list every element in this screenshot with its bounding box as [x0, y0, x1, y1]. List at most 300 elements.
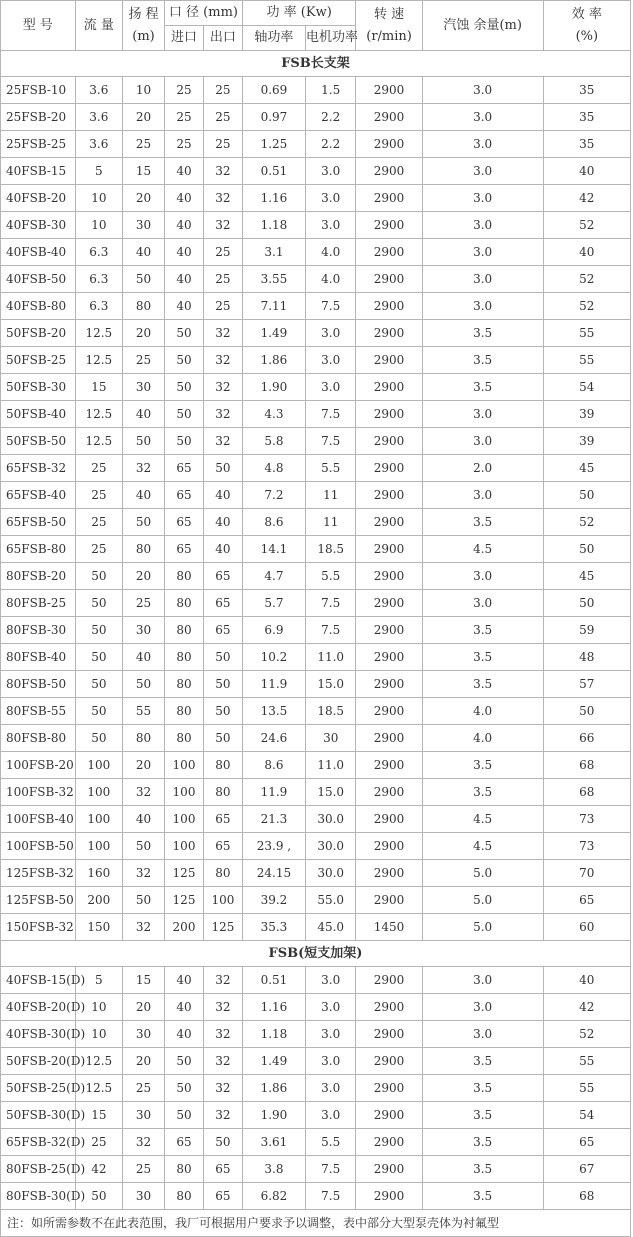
cell-model: 40FSB-40: [1, 239, 76, 266]
cell-head: 15: [122, 158, 164, 185]
cell-efficiency: 50: [543, 590, 630, 617]
cell-npsh: 4.5: [422, 536, 543, 563]
cell-outlet: 32: [203, 185, 242, 212]
cell-head: 32: [122, 1129, 164, 1156]
table-row: [1, 887, 631, 914]
cell-head: 80: [122, 725, 164, 752]
cell-speed: 2900: [356, 725, 422, 752]
cell-inlet: 50: [165, 320, 204, 347]
cell-flow: 42: [75, 1156, 122, 1183]
cell-flow: 50: [75, 1183, 122, 1210]
cell-outlet: 80: [203, 752, 242, 779]
cell-head: 50: [122, 509, 164, 536]
cell-motor-power: 2.2: [305, 104, 355, 131]
cell-flow: 10: [75, 185, 122, 212]
table-row: [1, 1021, 631, 1048]
header-head: [122, 1, 164, 51]
cell-shaft-power: 3.55: [242, 266, 305, 293]
table-row: [1, 1183, 631, 1210]
header-head-label: 扬 程: [128, 6, 159, 22]
cell-flow: 12.5: [75, 320, 122, 347]
cell-outlet: 32: [203, 347, 242, 374]
cell-speed: 2900: [356, 239, 422, 266]
cell-inlet: 40: [165, 266, 204, 293]
table-row: [1, 509, 631, 536]
cell-efficiency: 35: [543, 131, 630, 158]
cell-outlet: 65: [203, 1156, 242, 1183]
cell-inlet: 200: [165, 914, 204, 941]
cell-motor-power: 3.0: [305, 1075, 355, 1102]
cell-shaft-power: 1.18: [242, 1021, 305, 1048]
cell-flow: 25: [75, 1129, 122, 1156]
cell-efficiency: 55: [543, 1048, 630, 1075]
cell-outlet: 65: [203, 617, 242, 644]
table-row: [1, 967, 631, 994]
cell-speed: 2900: [356, 1102, 422, 1129]
cell-efficiency: 45: [543, 563, 630, 590]
cell-motor-power: 3.0: [305, 1021, 355, 1048]
cell-outlet: 50: [203, 1129, 242, 1156]
cell-flow: 50: [75, 644, 122, 671]
cell-speed: 1450: [356, 914, 422, 941]
cell-flow: 50: [75, 698, 122, 725]
cell-efficiency: 65: [543, 887, 630, 914]
table-row: [1, 455, 631, 482]
cell-flow: 50: [75, 725, 122, 752]
cell-efficiency: 59: [543, 617, 630, 644]
cell-motor-power: 11: [305, 509, 355, 536]
cell-head: 15: [122, 967, 164, 994]
cell-motor-power: 3.0: [305, 212, 355, 239]
cell-model: 80FSB-20: [1, 563, 76, 590]
cell-head: 32: [122, 779, 164, 806]
cell-model: 80FSB-55: [1, 698, 76, 725]
cell-head: 50: [122, 833, 164, 860]
short-bracket-group: [1, 941, 631, 1210]
cell-speed: 2900: [356, 752, 422, 779]
header-speed-label: 转 速: [373, 6, 405, 22]
cell-shaft-power: 21.3: [242, 806, 305, 833]
cell-efficiency: 70: [543, 860, 630, 887]
cell-npsh: 4.5: [422, 833, 543, 860]
cell-npsh: 3.0: [422, 428, 543, 455]
cell-shaft-power: 1.49: [242, 1048, 305, 1075]
cell-flow: 100: [75, 752, 122, 779]
cell-efficiency: 42: [543, 185, 630, 212]
cell-shaft-power: 1.49: [242, 320, 305, 347]
cell-inlet: 65: [165, 455, 204, 482]
cell-efficiency: 52: [543, 293, 630, 320]
cell-inlet: 40: [165, 967, 204, 994]
cell-outlet: 25: [203, 293, 242, 320]
cell-model: 50FSB-30: [1, 374, 76, 401]
cell-speed: 2900: [356, 1075, 422, 1102]
cell-outlet: 100: [203, 887, 242, 914]
cell-head: 30: [122, 1102, 164, 1129]
cell-head: 30: [122, 374, 164, 401]
cell-inlet: 100: [165, 752, 204, 779]
cell-outlet: 25: [203, 104, 242, 131]
cell-inlet: 80: [165, 1156, 204, 1183]
cell-speed: 2900: [356, 644, 422, 671]
cell-speed: 2900: [356, 1021, 422, 1048]
cell-inlet: 25: [165, 77, 204, 104]
cell-shaft-power: 5.7: [242, 590, 305, 617]
cell-speed: 2900: [356, 374, 422, 401]
cell-npsh: 5.0: [422, 887, 543, 914]
cell-shaft-power: 24.6: [242, 725, 305, 752]
cell-npsh: 3.0: [422, 266, 543, 293]
cell-model: 40FSB-30(D): [1, 1021, 76, 1048]
cell-shaft-power: 0.51: [242, 158, 305, 185]
cell-model: 65FSB-32: [1, 455, 76, 482]
cell-speed: 2900: [356, 617, 422, 644]
cell-speed: 2900: [356, 671, 422, 698]
table-row: [1, 374, 631, 401]
cell-efficiency: 55: [543, 320, 630, 347]
cell-shaft-power: 0.51: [242, 967, 305, 994]
cell-motor-power: 45.0: [305, 914, 355, 941]
header-speed-unit: (r/min): [366, 28, 412, 44]
cell-efficiency: 65: [543, 1129, 630, 1156]
cell-flow: 160: [75, 860, 122, 887]
cell-model: 50FSB-25: [1, 347, 76, 374]
cell-inlet: 25: [165, 131, 204, 158]
cell-inlet: 80: [165, 725, 204, 752]
cell-motor-power: 11.0: [305, 644, 355, 671]
header-efficiency: [543, 1, 630, 51]
cell-npsh: 3.5: [422, 779, 543, 806]
cell-motor-power: 7.5: [305, 428, 355, 455]
table-row: [1, 1129, 631, 1156]
cell-outlet: 65: [203, 806, 242, 833]
cell-efficiency: 35: [543, 104, 630, 131]
cell-inlet: 80: [165, 590, 204, 617]
cell-model: 50FSB-40: [1, 401, 76, 428]
cell-efficiency: 48: [543, 644, 630, 671]
section-title-short: FSB(短支加架): [1, 941, 631, 967]
cell-npsh: 3.5: [422, 509, 543, 536]
cell-speed: 2900: [356, 401, 422, 428]
cell-shaft-power: 8.6: [242, 752, 305, 779]
cell-motor-power: 7.5: [305, 1156, 355, 1183]
table-row: [1, 1048, 631, 1075]
cell-outlet: 25: [203, 131, 242, 158]
cell-motor-power: 18.5: [305, 698, 355, 725]
header-efficiency-label: 效 率: [571, 6, 602, 22]
cell-npsh: 3.0: [422, 212, 543, 239]
cell-outlet: 25: [203, 266, 242, 293]
table-row: [1, 482, 631, 509]
cell-flow: 12.5: [75, 1048, 122, 1075]
header-inlet: 进口: [165, 26, 204, 51]
cell-outlet: 40: [203, 536, 242, 563]
cell-model: 50FSB-30(D): [1, 1102, 76, 1129]
cell-shaft-power: 3.1: [242, 239, 305, 266]
header-speed: [356, 1, 422, 51]
table-row: [1, 563, 631, 590]
table-row: [1, 833, 631, 860]
cell-outlet: 65: [203, 1183, 242, 1210]
cell-shaft-power: 14.1: [242, 536, 305, 563]
cell-npsh: 3.5: [422, 320, 543, 347]
cell-shaft-power: 0.97: [242, 104, 305, 131]
cell-head: 40: [122, 239, 164, 266]
cell-efficiency: 55: [543, 1075, 630, 1102]
cell-efficiency: 52: [543, 1021, 630, 1048]
cell-inlet: 125: [165, 860, 204, 887]
cell-head: 20: [122, 563, 164, 590]
cell-flow: 5: [75, 967, 122, 994]
cell-efficiency: 52: [543, 266, 630, 293]
cell-efficiency: 73: [543, 833, 630, 860]
footnote: 注：如所需参数不在此表范围，我厂可根据用户要求予以调整，表中部分大型泵壳体为衬氟型: [1, 1210, 631, 1237]
cell-efficiency: 55: [543, 347, 630, 374]
cell-speed: 2900: [356, 1183, 422, 1210]
cell-outlet: 32: [203, 1102, 242, 1129]
cell-motor-power: 30.0: [305, 833, 355, 860]
cell-inlet: 80: [165, 1183, 204, 1210]
cell-inlet: 25: [165, 104, 204, 131]
cell-outlet: 32: [203, 428, 242, 455]
cell-motor-power: 3.0: [305, 1102, 355, 1129]
cell-speed: 2900: [356, 860, 422, 887]
cell-speed: 2900: [356, 1129, 422, 1156]
cell-motor-power: 18.5: [305, 536, 355, 563]
cell-speed: 2900: [356, 509, 422, 536]
cell-head: 55: [122, 698, 164, 725]
cell-head: 25: [122, 1075, 164, 1102]
cell-shaft-power: 23.9 ,: [242, 833, 305, 860]
table-row: [1, 77, 631, 104]
header-efficiency-unit: (%): [575, 28, 599, 44]
cell-model: 65FSB-32(D): [1, 1129, 76, 1156]
cell-head: 50: [122, 887, 164, 914]
cell-inlet: 65: [165, 482, 204, 509]
cell-shaft-power: 6.82: [242, 1183, 305, 1210]
cell-model: 40FSB-80: [1, 293, 76, 320]
cell-model: 125FSB-32: [1, 860, 76, 887]
cell-head: 20: [122, 320, 164, 347]
table-header: [1, 1, 631, 51]
cell-flow: 5: [75, 158, 122, 185]
cell-inlet: 50: [165, 374, 204, 401]
table-row: [1, 428, 631, 455]
cell-flow: 100: [75, 779, 122, 806]
cell-shaft-power: 11.9: [242, 779, 305, 806]
cell-speed: 2900: [356, 482, 422, 509]
cell-model: 50FSB-50: [1, 428, 76, 455]
cell-speed: 2900: [356, 266, 422, 293]
cell-flow: 150: [75, 914, 122, 941]
header-diameter: 口 径 (mm): [165, 1, 243, 26]
cell-speed: 2900: [356, 185, 422, 212]
cell-model: 65FSB-50: [1, 509, 76, 536]
cell-shaft-power: 1.16: [242, 994, 305, 1021]
table-row: [1, 185, 631, 212]
cell-efficiency: 39: [543, 428, 630, 455]
cell-inlet: 100: [165, 779, 204, 806]
cell-npsh: 3.5: [422, 617, 543, 644]
cell-outlet: 50: [203, 455, 242, 482]
cell-motor-power: 7.5: [305, 401, 355, 428]
cell-head: 40: [122, 806, 164, 833]
cell-npsh: 3.5: [422, 347, 543, 374]
cell-flow: 10: [75, 994, 122, 1021]
cell-speed: 2900: [356, 698, 422, 725]
cell-outlet: 32: [203, 212, 242, 239]
cell-shaft-power: 35.3: [242, 914, 305, 941]
cell-model: 25FSB-10: [1, 77, 76, 104]
cell-efficiency: 50: [543, 698, 630, 725]
cell-speed: 2900: [356, 347, 422, 374]
cell-speed: 2900: [356, 131, 422, 158]
cell-motor-power: 3.0: [305, 320, 355, 347]
cell-flow: 25: [75, 455, 122, 482]
cell-flow: 10: [75, 1021, 122, 1048]
cell-shaft-power: 3.61: [242, 1129, 305, 1156]
cell-inlet: 50: [165, 428, 204, 455]
table-row: [1, 914, 631, 941]
cell-npsh: 3.0: [422, 401, 543, 428]
cell-model: 80FSB-25: [1, 590, 76, 617]
cell-speed: 2900: [356, 293, 422, 320]
cell-npsh: 5.0: [422, 860, 543, 887]
cell-speed: 2900: [356, 590, 422, 617]
cell-motor-power: 5.5: [305, 563, 355, 590]
table-row: [1, 239, 631, 266]
cell-head: 30: [122, 1183, 164, 1210]
cell-motor-power: 55.0: [305, 887, 355, 914]
cell-shaft-power: 7.11: [242, 293, 305, 320]
cell-motor-power: 30.0: [305, 806, 355, 833]
cell-shaft-power: 1.86: [242, 347, 305, 374]
cell-model: 65FSB-40: [1, 482, 76, 509]
table-row: [1, 536, 631, 563]
cell-npsh: 4.5: [422, 806, 543, 833]
cell-inlet: 80: [165, 617, 204, 644]
cell-flow: 6.3: [75, 239, 122, 266]
cell-speed: 2900: [356, 212, 422, 239]
cell-flow: 6.3: [75, 293, 122, 320]
cell-motor-power: 15.0: [305, 779, 355, 806]
cell-head: 20: [122, 1048, 164, 1075]
cell-shaft-power: 3.8: [242, 1156, 305, 1183]
cell-motor-power: 5.5: [305, 455, 355, 482]
cell-outlet: 25: [203, 239, 242, 266]
cell-motor-power: 4.0: [305, 266, 355, 293]
cell-speed: 2900: [356, 967, 422, 994]
header-shaft-power: 轴功率: [242, 26, 305, 51]
cell-inlet: 40: [165, 1021, 204, 1048]
cell-shaft-power: 1.86: [242, 1075, 305, 1102]
cell-efficiency: 60: [543, 914, 630, 941]
cell-shaft-power: 11.9: [242, 671, 305, 698]
cell-inlet: 40: [165, 293, 204, 320]
table-row: [1, 320, 631, 347]
cell-head: 32: [122, 860, 164, 887]
cell-motor-power: 3.0: [305, 967, 355, 994]
table-row: [1, 104, 631, 131]
cell-npsh: 3.0: [422, 1021, 543, 1048]
cell-motor-power: 7.5: [305, 293, 355, 320]
cell-flow: 50: [75, 563, 122, 590]
cell-motor-power: 3.0: [305, 158, 355, 185]
cell-flow: 12.5: [75, 401, 122, 428]
cell-efficiency: 57: [543, 671, 630, 698]
cell-head: 30: [122, 212, 164, 239]
table-row: [1, 158, 631, 185]
cell-flow: 10: [75, 212, 122, 239]
table-row: [1, 671, 631, 698]
cell-shaft-power: 8.6: [242, 509, 305, 536]
cell-inlet: 80: [165, 698, 204, 725]
header-motor-power: 电机功率: [305, 26, 355, 51]
header-head-unit: (m): [132, 28, 155, 44]
cell-motor-power: 7.5: [305, 1183, 355, 1210]
cell-outlet: 32: [203, 1021, 242, 1048]
cell-efficiency: 68: [543, 752, 630, 779]
cell-head: 50: [122, 428, 164, 455]
cell-npsh: 3.0: [422, 482, 543, 509]
cell-inlet: 40: [165, 994, 204, 1021]
cell-outlet: 65: [203, 590, 242, 617]
cell-model: 125FSB-50: [1, 887, 76, 914]
table-row: [1, 806, 631, 833]
cell-inlet: 50: [165, 401, 204, 428]
cell-motor-power: 7.5: [305, 617, 355, 644]
cell-efficiency: 52: [543, 509, 630, 536]
cell-efficiency: 54: [543, 374, 630, 401]
cell-head: 30: [122, 617, 164, 644]
cell-inlet: 40: [165, 239, 204, 266]
cell-npsh: 4.0: [422, 698, 543, 725]
cell-speed: 2900: [356, 779, 422, 806]
cell-head: 40: [122, 401, 164, 428]
header-power: 功 率 (Kw): [242, 1, 356, 26]
cell-inlet: 40: [165, 212, 204, 239]
cell-flow: 6.3: [75, 266, 122, 293]
cell-inlet: 80: [165, 563, 204, 590]
cell-flow: 50: [75, 617, 122, 644]
cell-model: 50FSB-20: [1, 320, 76, 347]
cell-efficiency: 73: [543, 806, 630, 833]
cell-model: 100FSB-50: [1, 833, 76, 860]
cell-npsh: 3.5: [422, 752, 543, 779]
cell-model: 25FSB-20: [1, 104, 76, 131]
table-row: [1, 698, 631, 725]
cell-model: 80FSB-30(D): [1, 1183, 76, 1210]
cell-model: 80FSB-40: [1, 644, 76, 671]
cell-shaft-power: 1.25: [242, 131, 305, 158]
cell-efficiency: 68: [543, 779, 630, 806]
cell-npsh: 3.0: [422, 967, 543, 994]
cell-outlet: 32: [203, 374, 242, 401]
table-row: [1, 212, 631, 239]
table-row: [1, 644, 631, 671]
cell-inlet: 50: [165, 347, 204, 374]
note-row: [1, 1210, 631, 1237]
cell-outlet: 32: [203, 994, 242, 1021]
cell-efficiency: 42: [543, 994, 630, 1021]
cell-model: 80FSB-80: [1, 725, 76, 752]
cell-model: 40FSB-20(D): [1, 994, 76, 1021]
cell-efficiency: 67: [543, 1156, 630, 1183]
table-row: [1, 1102, 631, 1129]
cell-head: 40: [122, 644, 164, 671]
cell-npsh: 3.0: [422, 590, 543, 617]
cell-efficiency: 50: [543, 536, 630, 563]
